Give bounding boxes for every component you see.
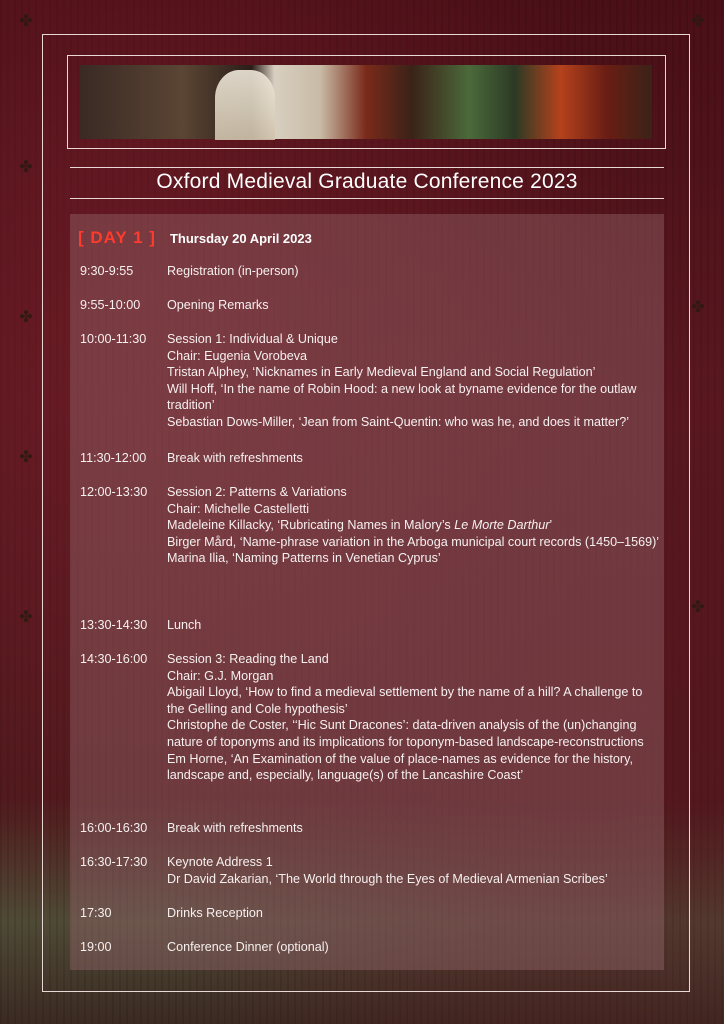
event-title: Registration (in-person)	[167, 264, 299, 278]
session-chair: Chair: Michelle Castelletti	[167, 501, 310, 516]
session-title: Session 3: Reading the Land	[167, 652, 329, 666]
talk: Will Hoff, ‘In the name of Robin Hood: a new look at byname evidence for the outlaw tradition’	[167, 381, 637, 413]
talk: Abigail Lloyd, ‘How to find a medieval settlement by the name of a hill? A challenge to the Gelling and Cole hypothesis’	[167, 685, 643, 716]
talk	[167, 517, 660, 534]
talk: Christophe de Coster, ‘‘Hic Sunt Dracones’: data-driven analysis of the (un)changing nature of toponyms and its implications for toponym-based landscape-reconstructions	[167, 718, 644, 749]
time: 14:30-16:00	[80, 652, 148, 666]
event-title: Lunch	[167, 618, 202, 632]
banner-figure	[215, 70, 275, 140]
wallpaper-ornament-icon: ✤	[691, 299, 705, 316]
event-title: Keynote Address 1	[167, 855, 273, 869]
title-rule-bottom	[70, 198, 664, 199]
event-title: Drinks Reception	[167, 906, 263, 920]
wallpaper-ornament-icon: ✤	[19, 13, 33, 30]
time: 19:00	[80, 940, 112, 954]
talk: Birger Mård, ‘Name-phrase variation in the Arboga municipal court records (1450–1569)’	[167, 534, 660, 549]
day-date: Thursday 20 April 2023	[169, 231, 312, 246]
event-title: Opening Remarks	[167, 298, 269, 312]
schedule-row	[80, 651, 660, 784]
time: 11:30-12:00	[80, 451, 147, 465]
day-heading	[78, 228, 312, 248]
schedule-row	[80, 905, 660, 922]
session-title: Session 2: Patterns & Variations	[167, 485, 347, 499]
conference-title: Oxford Medieval Graduate Conference 2023	[156, 170, 578, 193]
time: 9:55-10:00	[80, 298, 141, 312]
time: 12:00-13:30	[80, 485, 148, 499]
time: 13:30-14:30	[80, 618, 148, 632]
title-rule-top	[70, 167, 664, 168]
session-chair: Chair: G.J. Morgan	[167, 668, 274, 683]
wallpaper-ornament-icon: ✤	[19, 609, 33, 626]
wallpaper-ornament-icon: ✤	[691, 13, 705, 30]
talk-quote-end: ’	[549, 518, 553, 533]
talk-italic-title: Le Morte Darthur	[454, 518, 550, 533]
schedule-row	[80, 484, 660, 567]
talk-text: Madeleine Killacky, ‘Rubricating Names in Malory’s	[167, 518, 451, 533]
schedule-row	[80, 331, 660, 431]
schedule-row	[80, 939, 660, 956]
talk: Em Horne, ‘An Examination of the value of place-names as evidence for the history, landscape and, especially, language(s) of the Lancashire Coast’	[167, 751, 633, 783]
schedule-row	[80, 450, 660, 467]
wallpaper-ornament-icon: ✤	[19, 449, 33, 466]
talk: Tristan Alphey, ‘Nicknames in Early Medieval England and Social Regulation’	[167, 365, 596, 380]
time: 17:30	[80, 906, 112, 920]
time: 16:30-17:30	[80, 855, 148, 869]
talk: Dr David Zakarian, ‘The World through the Eyes of Medieval Armenian Scribes’	[167, 871, 608, 886]
event-title: Break with refreshments	[167, 821, 303, 835]
schedule-row	[80, 297, 660, 314]
session-title: Session 1: Individual & Unique	[167, 332, 338, 346]
banner-painting	[80, 65, 652, 139]
schedule-row	[80, 854, 660, 887]
talk: Marina Ilia, ‘Naming Patterns in Venetian Cyprus’	[167, 551, 441, 566]
schedule-row	[80, 820, 660, 837]
talk: Sebastian Dows-Miller, ‘Jean from Saint-Quentin: who was he, and does it matter?’	[167, 414, 629, 429]
schedule-row	[80, 263, 660, 280]
wallpaper-ornament-icon: ✤	[19, 159, 33, 176]
time: 9:30-9:55	[80, 264, 134, 278]
wallpaper-ornament-icon: ✤	[19, 309, 33, 326]
time: 16:00-16:30	[80, 821, 148, 835]
schedule-row	[80, 617, 660, 634]
wallpaper-ornament-icon: ✤	[691, 599, 705, 616]
event-title: Conference Dinner (optional)	[167, 940, 329, 954]
session-chair: Chair: Eugenia Vorobeva	[167, 348, 308, 363]
time: 10:00-11:30	[80, 332, 147, 346]
day-label: [ DAY 1 ]	[78, 228, 156, 247]
event-title: Break with refreshments	[167, 451, 303, 465]
